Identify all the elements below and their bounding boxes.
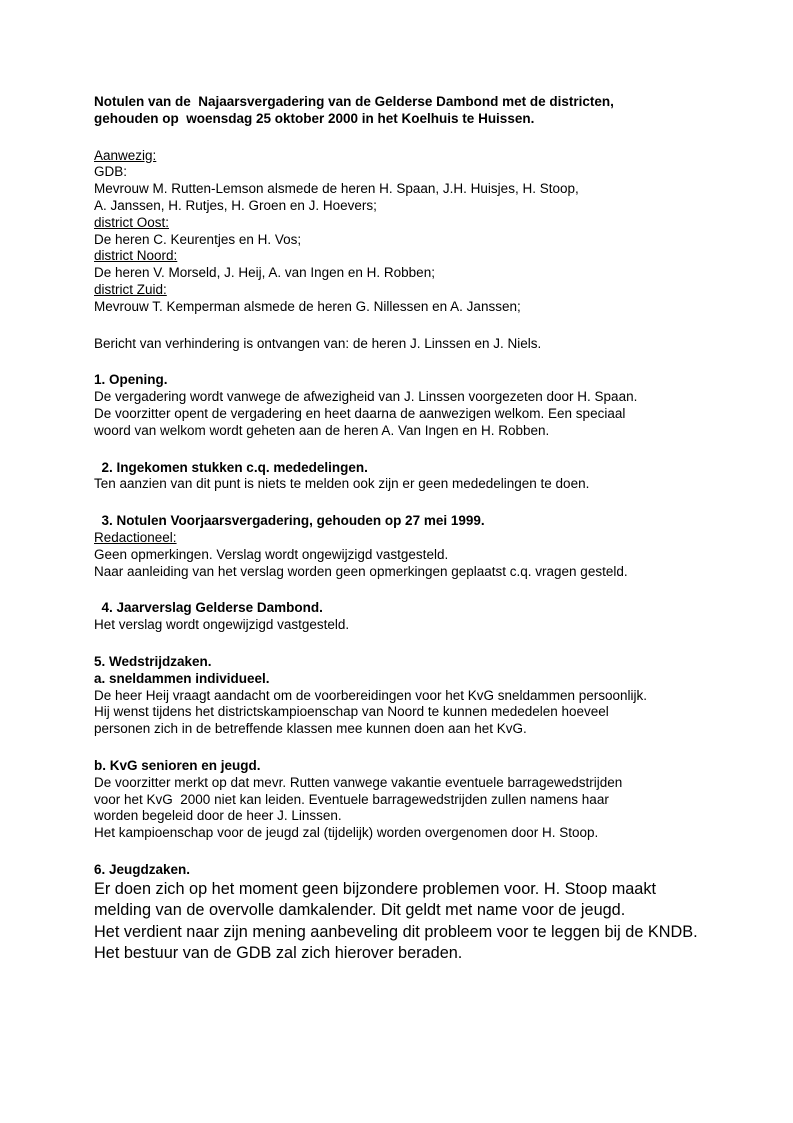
section-6-jeugdzaken-line-3: Het verdient naar zijn mening aanbeveling dit probleem voor te leggen bij de KNDB. xyxy=(94,922,698,941)
section-1-opening-line-2: De voorzitter opent de vergadering en heet daarna de aanwezigen welkom. Een speciaal xyxy=(94,405,626,421)
section-1-opening-line-3: woord van welkom wordt geheten aan de heren A. Van Ingen en H. Robben. xyxy=(94,422,550,438)
section-5b-kvg-senioren-en-jeugd-line-1: De voorzitter merkt op dat mevr. Rutten vanwege vakantie eventuele barragewedstrijden xyxy=(94,774,623,790)
section-5b-kvg-senioren-en-jeugd-line-0: b. KvG senioren en jeugd. xyxy=(94,757,261,773)
section-1-opening xyxy=(94,372,709,439)
attendees-line-6: district Noord: xyxy=(94,248,178,264)
section-5-wedstrijdzaken-line-0: 5. Wedstrijdzaken. xyxy=(94,653,212,669)
attendees-line-5: De heren C. Keurentjes en H. Vos; xyxy=(94,231,302,247)
section-1-opening-line-0: 1. Opening. xyxy=(94,372,168,388)
section-5-wedstrijdzaken-line-1: a. sneldammen individueel. xyxy=(94,670,270,686)
attendees-line-3: A. Janssen, H. Rutjes, H. Groen en J. Hoevers; xyxy=(94,197,377,213)
section-3-notulen-voorjaarsvergadering-line-3: Naar aanleiding van het verslag worden geen opmerkingen geplaatst c.q. vragen gesteld. xyxy=(94,563,628,579)
title-line-1: gehouden op woensdag 25 oktober 2000 in het Koelhuis te Huissen. xyxy=(94,110,535,126)
section-5-wedstrijdzaken-line-4: personen zich in de betreffende klassen mee kunnen doen aan het KvG. xyxy=(94,721,527,737)
title xyxy=(94,94,709,128)
section-6-jeugdzaken xyxy=(94,862,709,964)
attendees xyxy=(94,148,709,316)
section-5b-kvg-senioren-en-jeugd-line-2: voor het KvG 2000 niet kan leiden. Eventuele barragewedstrijden zullen namens haar xyxy=(94,791,609,807)
section-5b-kvg-senioren-en-jeugd xyxy=(94,758,709,842)
section-2-ingekomen-stukken xyxy=(94,460,709,494)
section-2-ingekomen-stukken-line-0: 2. Ingekomen stukken c.q. mededelingen. xyxy=(94,459,368,475)
section-3-notulen-voorjaarsvergadering-line-2: Geen opmerkingen. Verslag wordt ongewijzigd vastgesteld. xyxy=(94,546,449,562)
section-5b-kvg-senioren-en-jeugd-line-4: Het kampioenschap voor de jeugd zal (tijdelijk) worden overgenomen door H. Stoop. xyxy=(94,825,599,841)
section-1-opening-line-1: De vergadering wordt vanwege de afwezigheid van J. Linssen voorgezeten door H. Spaan. xyxy=(94,389,638,405)
attendees-line-8: district Zuid: xyxy=(94,281,167,297)
section-5-wedstrijdzaken xyxy=(94,654,709,738)
attendees-line-1: GDB: xyxy=(94,164,128,180)
section-3-notulen-voorjaarsvergadering-line-1: Redactioneel: xyxy=(94,529,177,545)
section-4-jaarverslag xyxy=(94,600,709,634)
attendees-line-0: Aanwezig: xyxy=(94,147,157,163)
attendees-line-7: De heren V. Morseld, J. Heij, A. van Ingen en H. Robben; xyxy=(94,265,435,281)
section-6-jeugdzaken-line-0: 6. Jeugdzaken. xyxy=(94,861,191,877)
absence-notice xyxy=(94,336,709,353)
document-content xyxy=(94,94,709,964)
absence-notice-line-0: Bericht van verhindering is ontvangen van: de heren J. Linssen en J. Niels. xyxy=(94,335,542,351)
section-2-ingekomen-stukken-line-1: Ten aanzien van dit punt is niets te melden ook zijn er geen mededelingen te doen. xyxy=(94,476,590,492)
section-6-jeugdzaken-line-4: Het bestuur van de GDB zal zich hierover beraden. xyxy=(94,943,463,962)
section-4-jaarverslag-line-1: Het verslag wordt ongewijzigd vastgesteld. xyxy=(94,617,350,633)
section-4-jaarverslag-line-0: 4. Jaarverslag Gelderse Dambond. xyxy=(94,600,323,616)
attendees-line-2: Mevrouw M. Rutten-Lemson alsmede de heren H. Spaan, J.H. Huisjes, H. Stoop, xyxy=(94,181,579,197)
section-5-wedstrijdzaken-line-3: Hij wenst tijdens het districtskampioenschap van Noord te kunnen mededelen hoeveel xyxy=(94,704,609,720)
attendees-line-9: Mevrouw T. Kemperman alsmede de heren G. Nillessen en A. Janssen; xyxy=(94,298,521,314)
section-6-jeugdzaken-line-2: melding van de overvolle damkalender. Dit geldt met name voor de jeugd. xyxy=(94,901,626,920)
section-3-notulen-voorjaarsvergadering-line-0: 3. Notulen Voorjaarsvergadering, gehouden op 27 mei 1999. xyxy=(94,513,485,529)
section-6-jeugdzaken-line-1: Er doen zich op het moment geen bijzondere problemen voor. H. Stoop maakt xyxy=(94,879,657,898)
section-5-wedstrijdzaken-line-2: De heer Heij vraagt aandacht om de voorbereidingen voor het KvG sneldammen persoonlijk. xyxy=(94,687,648,703)
section-5b-kvg-senioren-en-jeugd-line-3: worden begeleid door de heer J. Linssen. xyxy=(94,808,342,824)
attendees-line-4: district Oost: xyxy=(94,214,170,230)
title-line-0: Notulen van de Najaarsvergadering van de Gelderse Dambond met de districten, xyxy=(94,94,614,109)
section-3-notulen-voorjaarsvergadering xyxy=(94,513,709,580)
